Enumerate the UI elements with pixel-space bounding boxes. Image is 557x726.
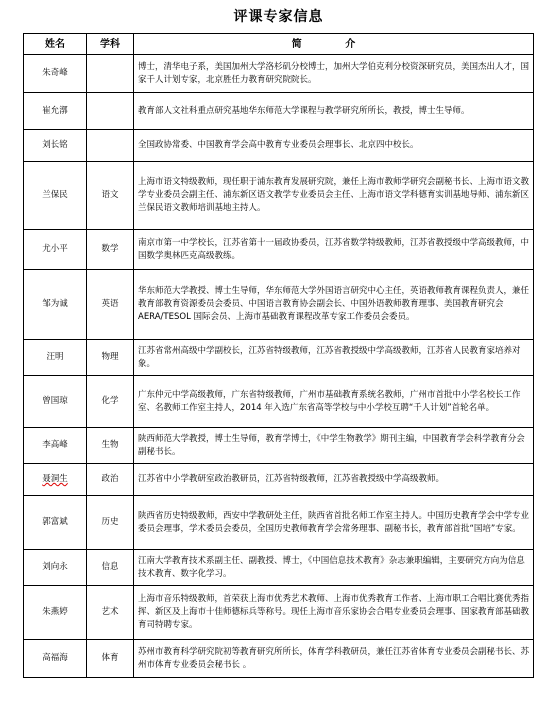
expert-subject: 艺术 bbox=[87, 586, 134, 640]
expert-intro: 教育部人文社科重点研究基地华东师范大学课程与教学研究所所长，教授，博士生导师。 bbox=[134, 93, 534, 130]
expert-name: 汪明 bbox=[24, 340, 87, 376]
expert-name: 邹为诚 bbox=[24, 270, 87, 340]
expert-intro: 陕西师范大学教授，博士生导师，教育学博士，《中学生物教学》期刊主编，中国教育学会科学教育分会副秘书长。 bbox=[134, 428, 534, 464]
table-row bbox=[24, 376, 534, 428]
table-row bbox=[24, 162, 534, 230]
table-row bbox=[24, 496, 534, 550]
expert-subject bbox=[87, 93, 134, 130]
table-row bbox=[24, 340, 534, 376]
page-title: 评课专家信息 bbox=[233, 9, 324, 25]
expert-name: 曾国琼 bbox=[24, 376, 87, 428]
expert-intro: 江苏省常州高级中学副校长，江苏省特级教师，江苏省教授级中学高级教师，江苏省人民教育家培养对象。 bbox=[134, 340, 534, 376]
expert-intro: 南京市第一中学校长，江苏省第十一届政协委员，江苏省数学特级教师，江苏省教授级中学高级教师，中国数学奥林匹克高级教练。 bbox=[134, 230, 534, 270]
expert-table bbox=[23, 33, 534, 678]
expert-subject bbox=[87, 130, 134, 162]
expert-subject: 体育 bbox=[87, 640, 134, 678]
expert-name: 郭富斌 bbox=[24, 496, 87, 550]
expert-subject bbox=[87, 55, 134, 93]
expert-subject: 语文 bbox=[87, 162, 134, 230]
table-row bbox=[24, 130, 534, 162]
table-row bbox=[24, 586, 534, 640]
expert-subject: 历史 bbox=[87, 496, 134, 550]
table-row bbox=[24, 270, 534, 340]
expert-name bbox=[24, 464, 87, 496]
expert-intro: 华东师范大学教授、博士生导师，华东师范大学外国语言研究中心主任，英语教师教育课程负责人，兼任教育部教育资源委员会委员、中国语言教育协会副会长、中国外语教师教育理事、美国教育研究会 AERA/TESOL 国际会员、上海市基础教育课程改革专家工作委员会委员。 bbox=[134, 270, 534, 340]
expert-subject: 物理 bbox=[87, 340, 134, 376]
table-row bbox=[24, 428, 534, 464]
table-row bbox=[24, 550, 534, 586]
expert-intro: 江苏省中小学教研室政治教研员，江苏省特级教师，江苏省教授级中学高级教师。 bbox=[134, 464, 534, 496]
expert-subject: 生物 bbox=[87, 428, 134, 464]
expert-intro: 博士，清华电子系，美国加州大学洛杉矶分校博士，加州大学伯克利分校资深研究员，美国杰出人才，国家千人计划专家，北京胜任力教育研究院院长。 bbox=[134, 55, 534, 93]
expert-subject: 英语 bbox=[87, 270, 134, 340]
expert-intro: 广东仲元中学高级教师，广东省特级教师，广州市基础教育系统名教师，广州市首批中小学名校长工作室、名教师工作室主持人，2014 年入选广东省高等学校与中小学校互聘“千人计划”首轮名单。 bbox=[134, 376, 534, 428]
table-header-row bbox=[24, 34, 534, 55]
expert-name: 李高峰 bbox=[24, 428, 87, 464]
header-subject: 学科 bbox=[87, 34, 134, 55]
expert-name: 崔允漷 bbox=[24, 93, 87, 130]
expert-intro: 全国政协常委、中国教育学会高中教育专业委员会理事长、北京四中校长。 bbox=[134, 130, 534, 162]
expert-intro: 苏州市教育科学研究院初等教育研究所所长，体育学科教研员，兼任江苏省体育专业委员会副秘书长、苏州市体育专业委员会秘书长 。 bbox=[134, 640, 534, 678]
table-row bbox=[24, 55, 534, 93]
expert-name-text: 聂洞生 bbox=[42, 474, 68, 484]
expert-intro: 江南大学教育技术系副主任、副教授、博士，《中国信息技术教育》杂志兼职编辑，主要研究方向为信息技术教育、数字化学习。 bbox=[134, 550, 534, 586]
expert-name: 刘长铭 bbox=[24, 130, 87, 162]
expert-name: 兰保民 bbox=[24, 162, 87, 230]
expert-name: 刘向永 bbox=[24, 550, 87, 586]
header-name: 姓名 bbox=[24, 34, 87, 55]
expert-name: 高福海 bbox=[24, 640, 87, 678]
expert-subject: 政治 bbox=[87, 464, 134, 496]
expert-intro: 上海市音乐特级教师，首荣获上海市优秀艺术教师、上海市优秀教育工作者、上海市职工合唱比赛优秀指挥、新区及上海市十佳师德标兵等称号。现任上海市音乐家协会合唱专业委员会理事、国家教育部基础教育司特聘专家。 bbox=[134, 586, 534, 640]
expert-subject: 数学 bbox=[87, 230, 134, 270]
expert-name: 朱燕婷 bbox=[24, 586, 87, 640]
expert-subject: 信息 bbox=[87, 550, 134, 586]
header-intro: 简 介 bbox=[134, 34, 534, 55]
expert-subject: 化学 bbox=[87, 376, 134, 428]
expert-intro: 陕西省历史特级教师，西安中学教研处主任，陕西省首批名师工作室主持人。中国历史教育学会中学专业委员会理事，学术委员会委员，全国历史教师教育学会常务理事、副秘书长，教育部首批“国培”专家。 bbox=[134, 496, 534, 550]
expert-intro: 上海市语文特级教师，现任职于浦东教育发展研究院，兼任上海市教师学研究会副秘书长、上海市语文教学专业委员会副主任、浦东新区语文教学专业委员会主任、上海市语文学科德育实训基地导师、浦东新区兰保民语文教师培训基地主持人。 bbox=[134, 162, 534, 230]
table-row bbox=[24, 464, 534, 496]
table-row bbox=[24, 640, 534, 678]
table-row bbox=[24, 230, 534, 270]
expert-name: 朱奇峰 bbox=[24, 55, 87, 93]
table-row bbox=[24, 93, 534, 130]
expert-name: 尤小平 bbox=[24, 230, 87, 270]
